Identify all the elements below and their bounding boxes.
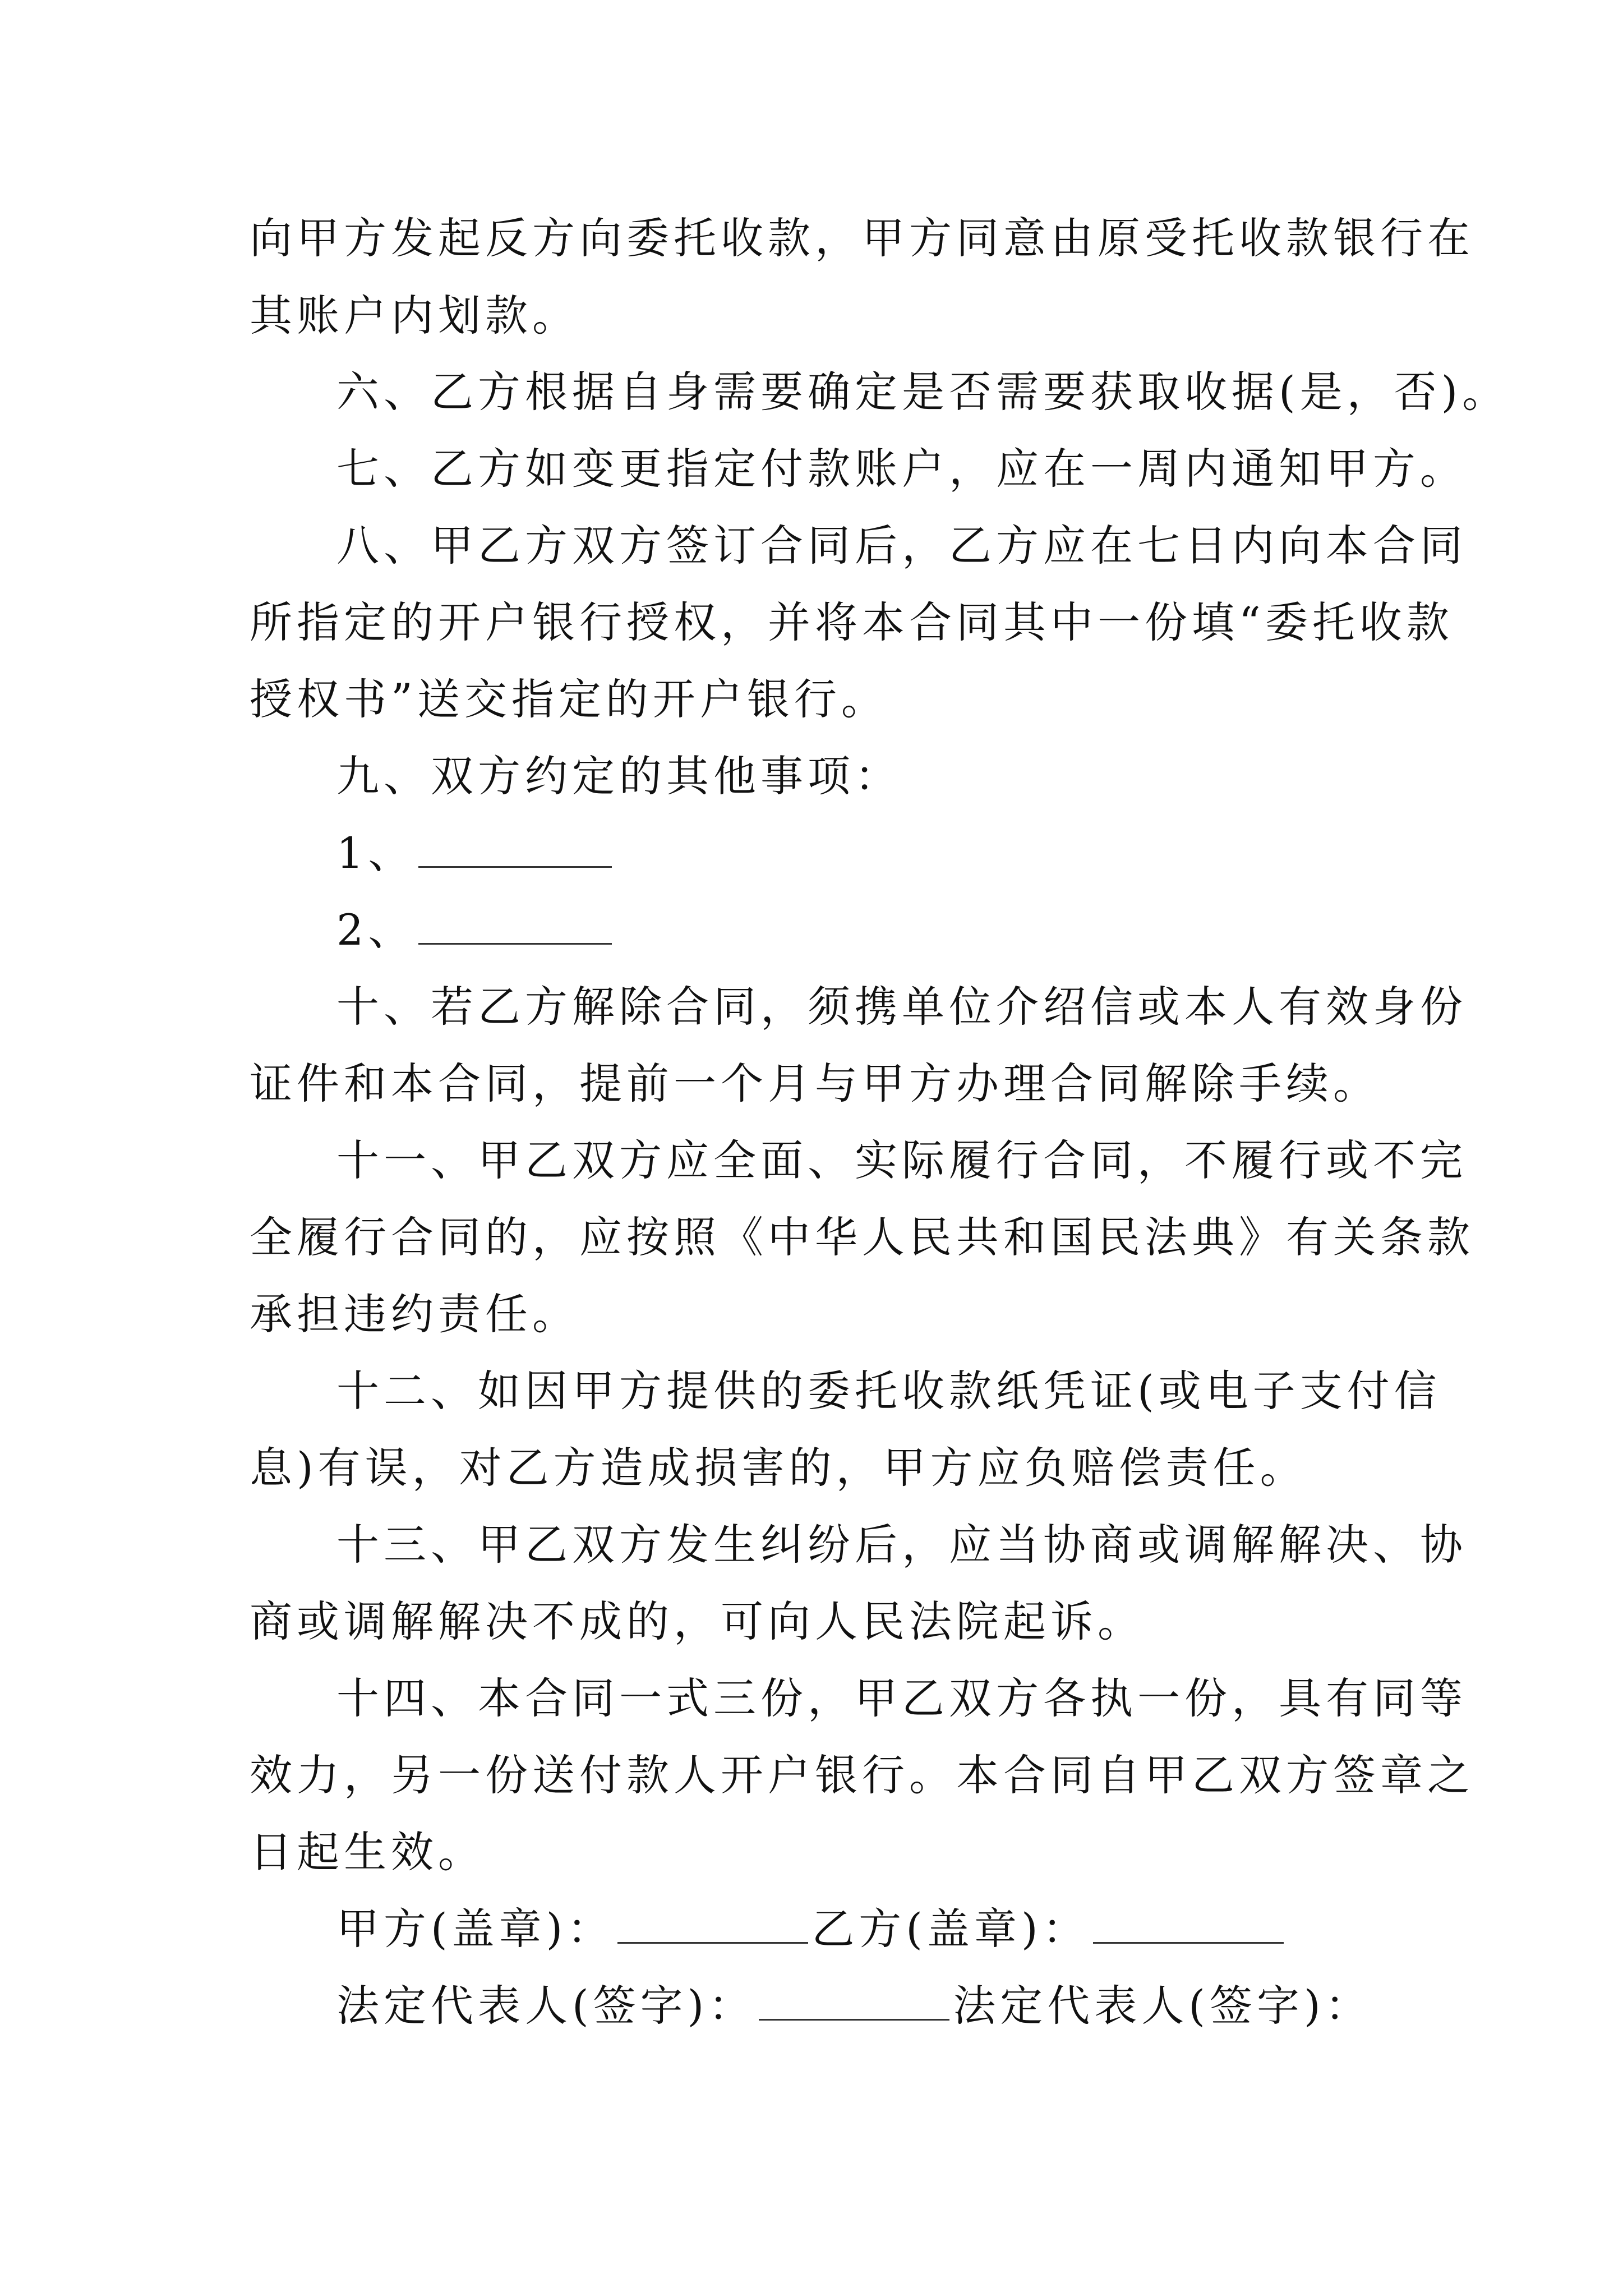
body-line: 证件和本合同，提前一个月与甲方办理合同解除手续。 <box>250 1059 1380 1108</box>
item-2 <box>336 902 615 958</box>
item-1-label: 1、 <box>336 828 416 878</box>
party-a-seal-label: 甲方(盖章)： <box>336 1904 615 1954</box>
clause-7: 七、乙方如变更指定付款账户，应在一周内通知甲方。 <box>336 444 1467 494</box>
clause-12: 十二、如因甲方提供的委托收款纸凭证(或电子支付信 <box>336 1366 1441 1416</box>
clause-10: 十、若乙方解除合同，须携单位介绍信或本人有效身份 <box>336 982 1467 1032</box>
body-line: 授权书”送交指定的开户银行。 <box>250 674 888 724</box>
seal-row <box>336 1901 1287 1957</box>
item-1 <box>336 825 615 881</box>
party-a-seal-blank <box>617 1908 808 1944</box>
body-line: 商或调解解决不成的，可向人民法院起诉。 <box>250 1596 1145 1646</box>
body-line: 其账户内划款。 <box>250 291 579 341</box>
body-line: 承担违约责任。 <box>250 1289 579 1339</box>
body-line: 全履行合同的，应按照《中华人民共和国民法典》有关条款 <box>250 1212 1474 1262</box>
fill-blank <box>418 909 612 945</box>
legal-rep-b-label: 法定代表人(签字)： <box>953 1981 1372 2031</box>
clause-14: 十四、本合同一式三份，甲乙双方各执一份，具有同等 <box>336 1673 1467 1723</box>
party-b-seal-blank <box>1093 1908 1284 1944</box>
legal-rep-a-blank <box>759 1985 949 2021</box>
clause-9: 九、双方约定的其他事项： <box>336 751 902 801</box>
legal-rep-row <box>336 1978 1372 2034</box>
party-b-seal-label: 乙方(盖章)： <box>811 1904 1090 1954</box>
clause-11: 十一、甲乙双方应全面、实际履行合同，不履行或不完 <box>336 1135 1467 1185</box>
clause-13: 十三、甲乙双方发生纠纷后，应当协商或调解解决、协 <box>336 1520 1467 1570</box>
body-line: 息)有误，对乙方造成损害的，甲方应负赔偿责任。 <box>250 1443 1307 1493</box>
legal-rep-a-label: 法定代表人(签字)： <box>336 1981 756 2031</box>
body-line: 向甲方发起反方向委托收款，甲方同意由原受托收款银行在 <box>250 213 1474 263</box>
body-line: 效力，另一份送付款人开户银行。本合同自甲乙双方签章之 <box>250 1750 1474 1800</box>
clause-6: 六、乙方根据自身需要确定是否需要获取收据(是，否)。 <box>336 367 1510 417</box>
item-2-label: 2、 <box>336 905 416 955</box>
fill-blank <box>418 832 612 868</box>
clause-8: 八、甲乙方双方签订合同后，乙方应在七日内向本合同 <box>336 521 1467 570</box>
body-line: 所指定的开户银行授权，并将本合同其中一份填“委托收款 <box>250 597 1454 647</box>
body-line: 日起生效。 <box>250 1827 485 1877</box>
